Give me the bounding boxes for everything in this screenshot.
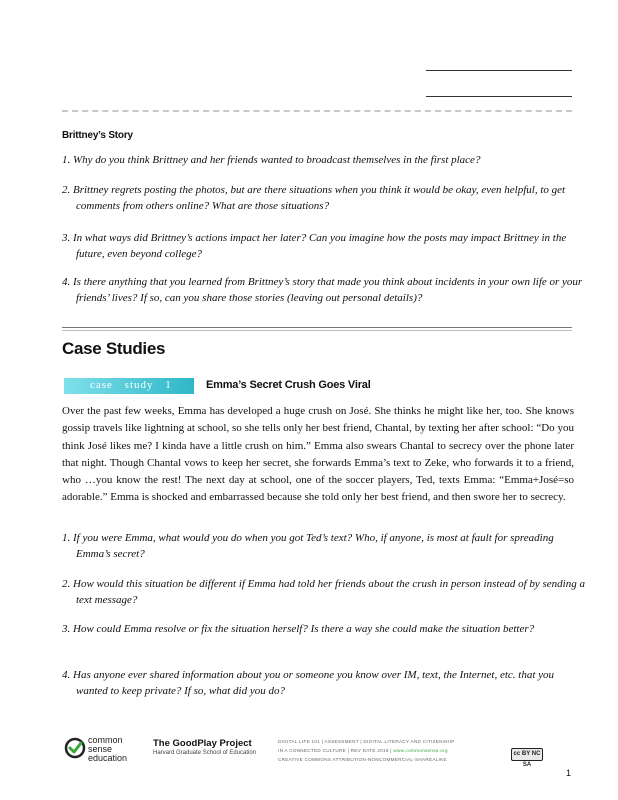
question-number: 2. bbox=[62, 184, 71, 196]
dashed-divider bbox=[62, 110, 572, 112]
legal-line-1: DIGITAL LIFE 101 | ASSESSMENT | DIGITAL LITERACY AND CITIZENSHIP bbox=[278, 739, 455, 744]
common-sense-logo-icon bbox=[64, 737, 86, 759]
question-item bbox=[62, 182, 586, 214]
question-item bbox=[62, 230, 586, 262]
legal-text bbox=[278, 737, 500, 764]
goodplay-subtitle: Harvard Graduate School of Education bbox=[153, 750, 257, 756]
section-divider bbox=[62, 330, 572, 331]
question-text: Has anyone ever shared information about you or someone you know over IM, text, the Internet, etc. that you wanted to keep private? If so, what did you do? bbox=[73, 669, 555, 697]
cs-line-3: education bbox=[88, 753, 128, 763]
case-study-heading: Emma’s Secret Crush Goes Viral bbox=[206, 379, 371, 391]
legal-line-3: CREATIVE COMMONS ATTRIBUTION-NONCOMMERCIAL-SHAREALIKE bbox=[278, 757, 447, 762]
section-divider bbox=[62, 327, 572, 328]
question-item bbox=[62, 621, 586, 637]
name-line bbox=[426, 70, 572, 71]
question-text: Brittney regrets posting the photos, but are there situations when you think it would be okay, even helpful, to get comments from others online? What are those situations? bbox=[73, 184, 566, 212]
legal-line-2-text: IN A CONNECTED CULTURE | REV DATE 2019 | bbox=[278, 748, 394, 753]
question-item bbox=[62, 152, 586, 168]
case-study-badge-label: case study 1 bbox=[90, 379, 172, 391]
goodplay-title: The GoodPlay Project bbox=[153, 738, 252, 749]
cs-line-1: common bbox=[88, 735, 123, 745]
question-number: 3. bbox=[62, 232, 71, 244]
question-number: 4. bbox=[62, 276, 71, 288]
question-number: 3. bbox=[62, 623, 71, 635]
question-item bbox=[62, 274, 586, 306]
legal-line-2 bbox=[278, 746, 500, 755]
question-text: Why do you think Brittney and her friends wanted to broadcast themselves in the first place? bbox=[73, 154, 481, 166]
question-text: If you were Emma, what would you do when you got Ted’s text? Who, if anyone, is most at fault for spreading Emma’s secret? bbox=[73, 532, 554, 560]
question-item bbox=[62, 667, 586, 699]
case-study-paragraph: Over the past few weeks, Emma has developed a huge crush on José. She thinks he might like her, too. She knows gossip travels like lightning at school, so she tells only her best friend, Chantal, by texting her after school: “Do you think José likes me? I kinda have a little crush on him.” Emma also swears Chantal to secrecy over the phone later that night. Though Chantal vows to keep her secret, she forwards Emma’s text to Zeke, who forwards it to a friend, who …you know the rest! The next day at school, one of the soccer players, Ted, texts Emma: “Emma+José=so adorable.” Emma is shocked and embarrassed because she told only her best friend, and then swore her to secrecy. bbox=[62, 405, 574, 504]
page-number: 1 bbox=[566, 768, 572, 778]
question-text: How would this situation be different if Emma had told her friends about the crush in person instead of by sending a text message? bbox=[73, 578, 585, 606]
case-studies-title: Case Studies bbox=[62, 339, 166, 358]
question-number: 1. bbox=[62, 154, 71, 166]
question-item bbox=[62, 530, 586, 562]
question-text: Is there anything that you learned from Brittney’s story that made you think about incidents in your own life or your friends’ lives? If so, can you share those stories (leaving out personal details)? bbox=[73, 276, 583, 304]
date-line bbox=[426, 96, 572, 97]
question-text: How could Emma resolve or fix the situation herself? Is there a way she could make the situation better? bbox=[73, 623, 535, 635]
question-text: In what ways did Brittney’s actions impact her later? Can you imagine how the posts may impact Brittney in the future, even beyond college? bbox=[73, 232, 567, 260]
cs-line-2: sense bbox=[88, 744, 113, 754]
common-sense-wordmark bbox=[88, 736, 127, 763]
creative-commons-badge: cc BY NC SA bbox=[511, 748, 543, 761]
question-number: 1. bbox=[62, 532, 71, 544]
website-link[interactable]: www.commonsense.org bbox=[393, 748, 448, 753]
section-title: Brittney’s Story bbox=[62, 130, 133, 141]
question-number: 4. bbox=[62, 669, 71, 681]
question-number: 2. bbox=[62, 578, 71, 590]
question-item bbox=[62, 576, 586, 608]
